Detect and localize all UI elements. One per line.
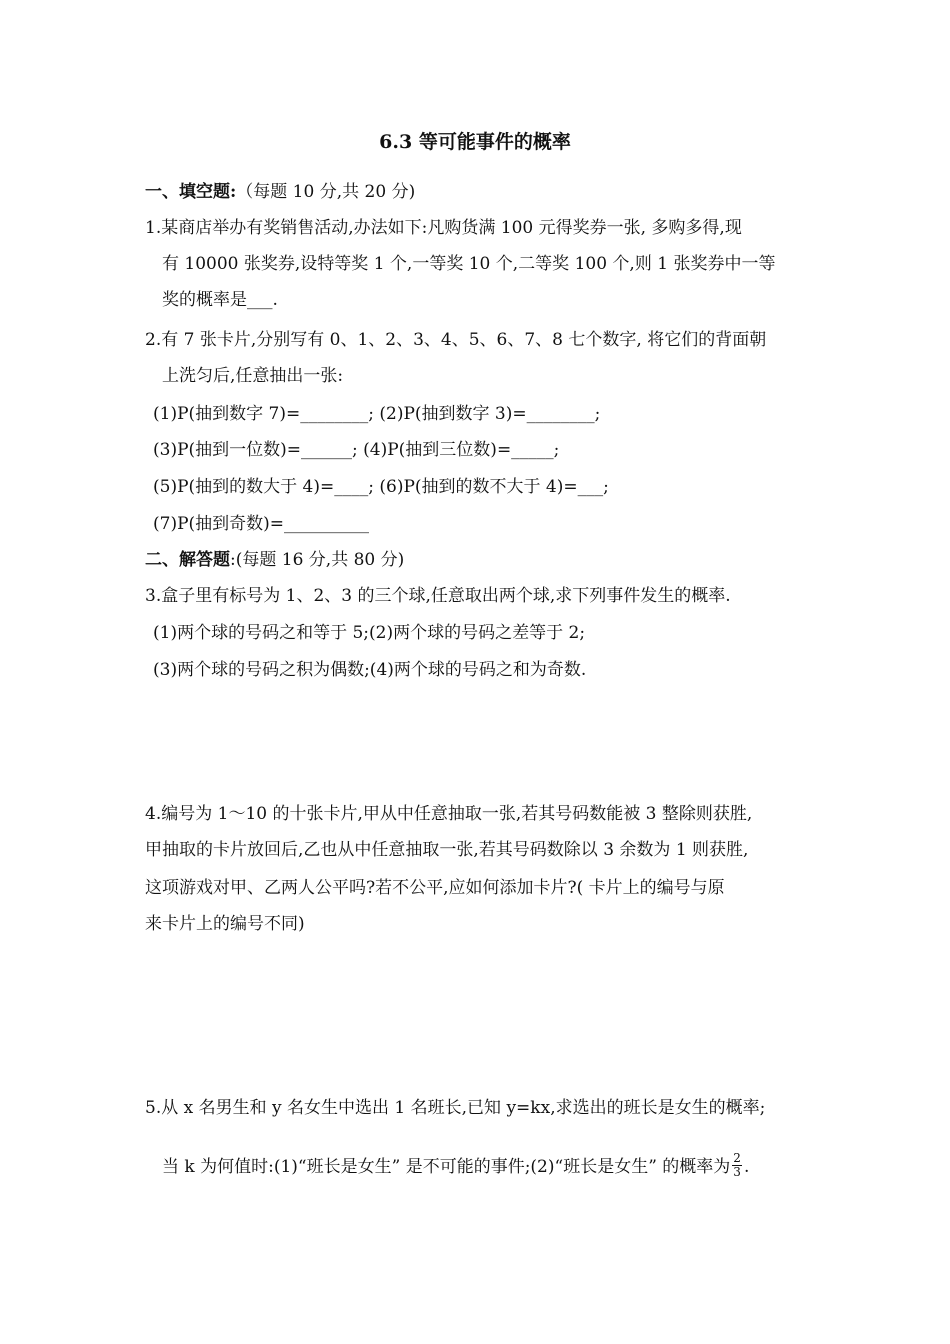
section-label: 二、解答题 bbox=[145, 550, 230, 570]
q3-line1: 3.盒子里有标号为 1、2、3 的三个球,任意取出两个球,求下列事件发生的概率. bbox=[145, 586, 731, 606]
q3-sub2: (3)两个球的号码之积为偶数;(4)两个球的号码之和为奇数. bbox=[153, 660, 587, 680]
q3-sub1: (1)两个球的号码之和等于 5;(2)两个球的号码之差等于 2; bbox=[153, 623, 586, 643]
page-title: 6.3 等可能事件的概率 bbox=[379, 131, 571, 153]
q4-line1: 4.编号为 1～10 的十张卡片,甲从中任意抽取一张,若其号码数能被 3 整除则获胜, bbox=[145, 804, 753, 824]
q1-line3: 奖的概率是___. bbox=[162, 290, 278, 310]
q2-line2: 上洗匀后,任意抽出一张: bbox=[162, 366, 344, 386]
q2-sub4: (7)P(抽到奇数)=__________ bbox=[153, 514, 370, 534]
q5-line1: 5.从 x 名男生和 y 名女生中选出 1 名班长,已知 y=kx,求选出的班长是女生的概率; bbox=[145, 1098, 766, 1118]
q4-line4: 来卡片上的编号不同) bbox=[145, 914, 305, 934]
q4-line3: 这项游戏对甲、乙两人公平吗?若不公平,应如何添加卡片?( 卡片上的编号与原 bbox=[145, 878, 725, 898]
q5-line2-text: 当 k 为何值时:(1)“班长是女生” 是不可能的事件;(2)“班长是女生” 的概率为 bbox=[162, 1157, 731, 1177]
section-note: :(每题 16 分,共 80 分) bbox=[230, 550, 405, 570]
q2-line1: 2.有 7 张卡片,分别写有 0、1、2、3、4、5、6、7、8 七个数字, 将它们的背面朝 bbox=[145, 330, 767, 350]
q5-line2 bbox=[162, 1151, 750, 1181]
section-answer bbox=[145, 548, 404, 572]
q5-line2-end: . bbox=[743, 1157, 750, 1177]
q4-line2: 甲抽取的卡片放回后,乙也从中任意抽取一张,若其号码数除以 3 余数为 1 则获胜, bbox=[145, 840, 749, 860]
section-note: （每题 10 分,共 20 分) bbox=[236, 182, 416, 202]
fraction-two-thirds bbox=[732, 1152, 742, 1179]
q2-sub2: (3)P(抽到一位数)=______; (4)P(抽到三位数)=_____; bbox=[153, 440, 560, 460]
section-fill-in-blank bbox=[145, 180, 415, 204]
q2-sub1: (1)P(抽到数字 7)=________; (2)P(抽到数字 3)=________; bbox=[153, 404, 601, 424]
fraction-denominator: 3 bbox=[733, 1165, 741, 1179]
q1-line2: 有 10000 张奖券,设特等奖 1 个,一等奖 10 个,二等奖 100 个,则 1 张奖券中一等 bbox=[162, 254, 776, 274]
q2-sub3: (5)P(抽到的数大于 4)=____; (6)P(抽到的数不大于 4)=___; bbox=[153, 477, 609, 497]
fraction-numerator: 2 bbox=[733, 1151, 741, 1165]
section-label: 一、填空题: bbox=[145, 182, 237, 202]
q1-line1: 1.某商店举办有奖销售活动,办法如下:凡购货满 100 元得奖券一张, 多购多得,现 bbox=[145, 218, 742, 238]
